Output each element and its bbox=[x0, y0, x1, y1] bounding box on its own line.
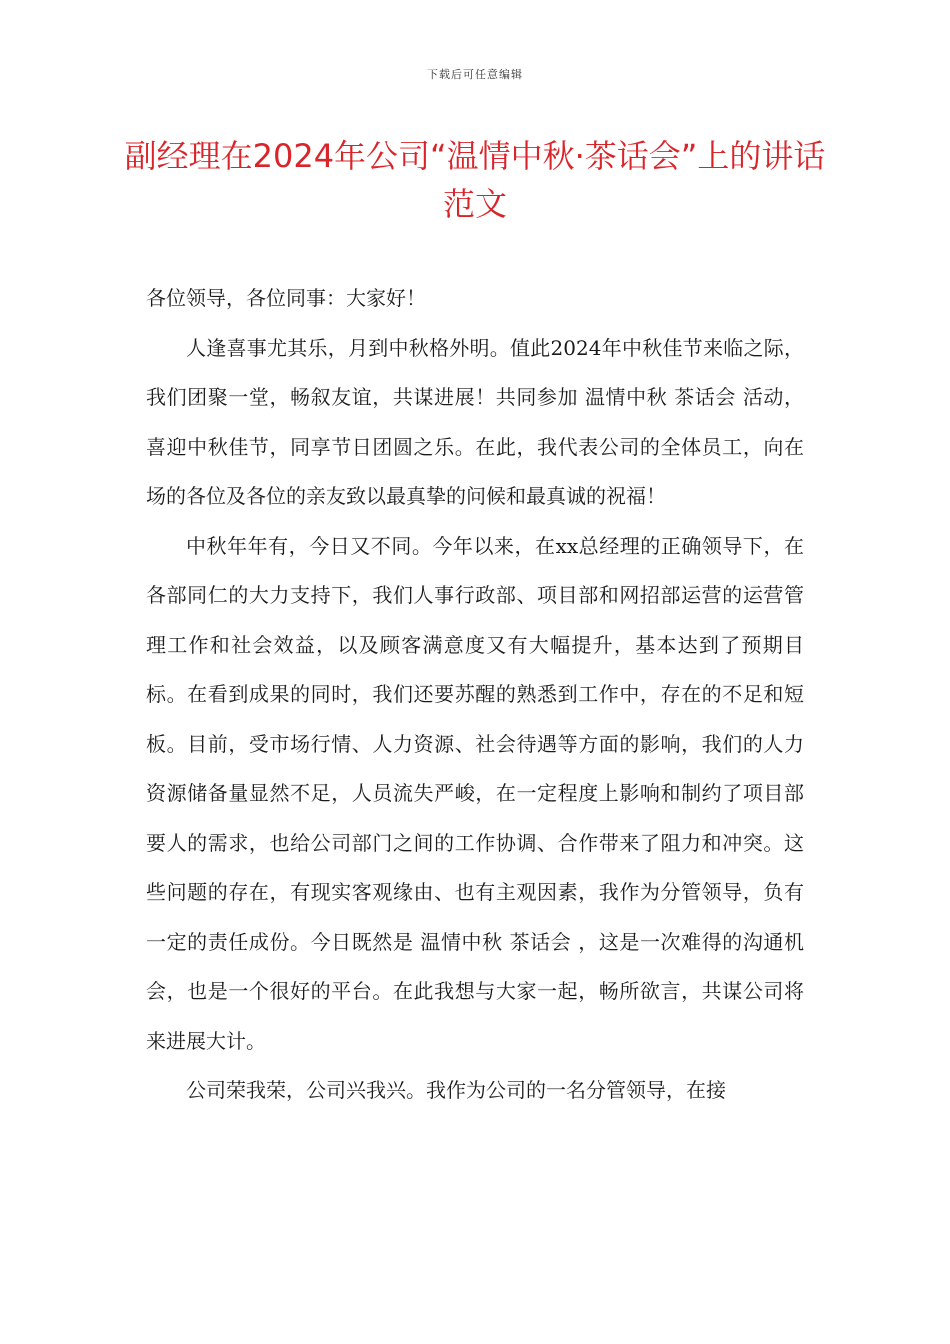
paragraph-3: 公司荣我荣，公司兴我兴。我作为公司的一名分管领导，在接 bbox=[186, 1078, 726, 1102]
paragraph-1: 人逢喜事尤其乐，月到中秋格外明。值此2024年中秋佳节来临之际，我们团聚一堂，畅叙友谊，共谋进展！共同参加 温情中秋 茶话会 活动，喜迎中秋佳节，同享节日团圆之乐。在此，我代表公司的全体员工，向在场的各位及各位的亲友致以最真挚的问候和最真诚的祝福！ bbox=[146, 335, 804, 508]
greeting: 各位领导，各位同事：大家好！ bbox=[146, 286, 426, 310]
document-body bbox=[146, 274, 804, 1116]
paragraph-2: 中秋年年有，今日又不同。今年以来，在xx总经理的正确领导下，在各部同仁的大力支持下，我们人事行政部、项目部和网招部运营的运营管理工作和社会效益，以及顾客满意度又有大幅提升，基本达到了预期目标。在看到成果的同时，我们还要苏醒的熟悉到工作中，存在的不足和短板。目前，受市场行情、人力资源、社会待遇等方面的影响，我们的人力资源储备量显然不足，人员流失严峻，在一定程度上影响和制约了项目部要人的需求，也给公司部门之间的工作协调、合作带来了阻力和冲突。这些问题的存在，有现实客观缘由、也有主观因素，我作为分管领导，负有一定的责任成份。今日既然是 温情中秋 茶话会 ，这是一次难得的沟通机会，也是一个很好的平台。在此我想与大家一起，畅所欲言，共谋公司将来进展大计。 bbox=[146, 533, 804, 1053]
header-note: 下载后可任意编辑 bbox=[427, 68, 523, 81]
document-title: 副经理在2024年公司“温情中秋·茶话会”上的讲话范文 bbox=[124, 137, 826, 223]
